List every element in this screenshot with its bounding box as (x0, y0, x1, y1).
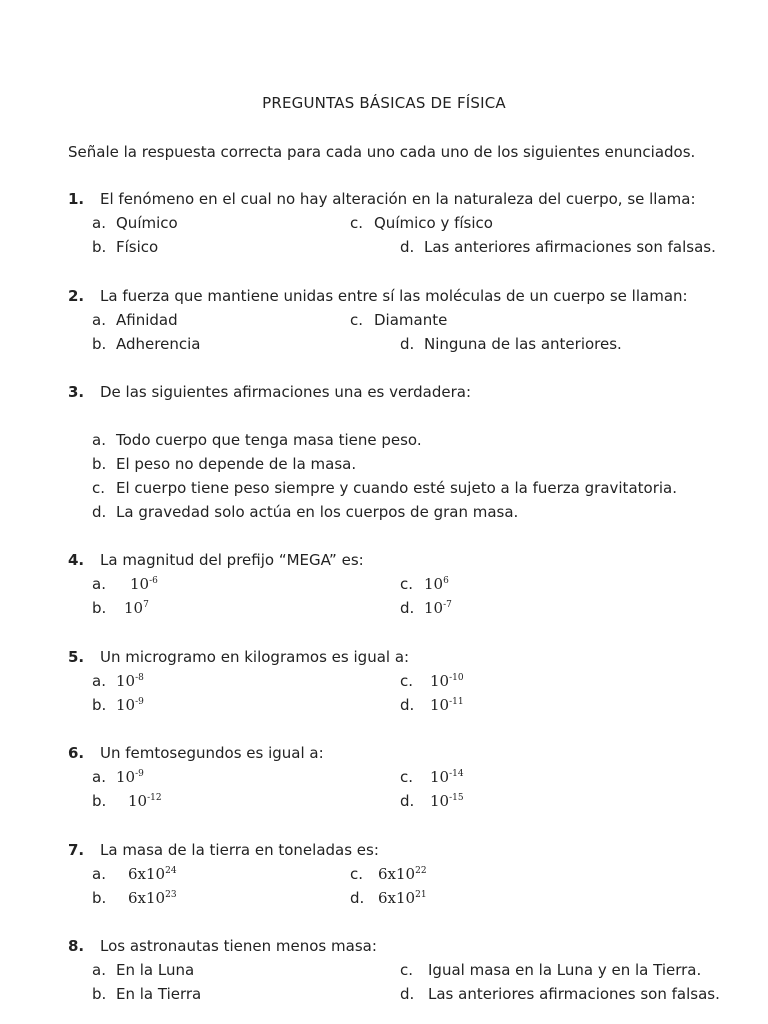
option-d: d. Las anteriores afirmaciones son falsas. (400, 238, 716, 256)
question-1 (68, 187, 758, 256)
question-text: El fenómeno en el cual no hay alteración en la naturaleza del cuerpo, se llama: (100, 190, 696, 208)
question-text: Los astronautas tienen menos masa: (100, 937, 377, 955)
question-text: La fuerza que mantiene unidas entre sí las moléculas de un cuerpo se llaman: (100, 287, 688, 305)
option-d: d. $6x10^{21}$ (350, 889, 427, 907)
question-6 (68, 741, 758, 810)
option-b: b. $10^{-12}$ (92, 792, 162, 810)
question-number: 2. (68, 287, 85, 305)
option-b: b. En la Tierra (92, 985, 202, 1003)
question-8 (68, 934, 758, 1003)
option-d: d. Ninguna de las anteriores. (400, 335, 622, 353)
question-number: 3. (68, 383, 85, 401)
page-title: PREGUNTAS BÁSICAS DE FÍSICA (262, 94, 506, 112)
question-7 (68, 838, 758, 907)
question-text: De las siguientes afirmaciones una es verdadera: (100, 383, 472, 401)
option-b: b. $10^7$ (92, 599, 149, 617)
question-text: Un femtosegundos es igual a: (100, 744, 324, 762)
question-number: 7. (68, 841, 85, 859)
question-number: 6. (68, 744, 85, 762)
option-d: d. $10^{-15}$ (400, 792, 464, 810)
question-4 (68, 548, 758, 617)
question-text: La magnitud del prefijo “MEGA” es: (100, 551, 364, 569)
option-c: c. Químico y físico (350, 214, 493, 232)
option-a: a. En la Luna (92, 961, 195, 979)
option-c: c. Diamante (350, 311, 448, 329)
option-a: a. Todo cuerpo que tenga masa tiene peso. (92, 431, 422, 449)
question-number: 8. (68, 937, 85, 955)
option-d: d. $10^{-7}$ (400, 599, 452, 617)
question-text: La masa de la tierra en toneladas es: (100, 841, 379, 859)
option-c: c. $10^{-10}$ (400, 672, 464, 690)
option-a: a. $10^{-8}$ (92, 672, 144, 690)
option-b: b. Físico (92, 238, 159, 256)
option-a: a. Afinidad (92, 311, 178, 329)
option-a: a. Químico (92, 214, 178, 232)
option-a: a. $10^{-9}$ (92, 768, 144, 786)
option-a: a. $10^{-6}$ (92, 575, 158, 593)
option-b: b. $6x10^{23}$ (92, 889, 177, 907)
option-c: c. $10^{-14}$ (400, 768, 464, 786)
question-3 (68, 380, 758, 521)
option-d: d. $10^{-11}$ (400, 696, 464, 714)
question-text: Un microgramo en kilogramos es igual a: (100, 648, 410, 666)
instructions: Señale la respuesta correcta para cada uno cada uno de los siguientes enunciados. (68, 143, 696, 161)
question-number: 1. (68, 190, 85, 208)
option-b: b. El peso no depende de la masa. (92, 455, 357, 473)
option-c: c. $10^6$ (400, 575, 449, 593)
option-d: d. Las anteriores afirmaciones son falsas. (400, 985, 720, 1003)
option-d: d. La gravedad solo actúa en los cuerpos de gran masa. (92, 503, 519, 521)
question-5 (68, 645, 758, 714)
question-number: 5. (68, 648, 85, 666)
option-b: b. $10^{-9}$ (92, 696, 144, 714)
option-b: b. Adherencia (92, 335, 201, 353)
option-c: c. El cuerpo tiene peso siempre y cuando esté sujeto a la fuerza gravitatoria. (92, 479, 677, 497)
question-number: 4. (68, 551, 85, 569)
option-c: c. $6x10^{22}$ (350, 865, 427, 883)
option-c: c. Igual masa en la Luna y en la Tierra. (400, 961, 702, 979)
question-2 (68, 284, 758, 353)
option-a: a. $6x10^{24}$ (92, 865, 177, 883)
